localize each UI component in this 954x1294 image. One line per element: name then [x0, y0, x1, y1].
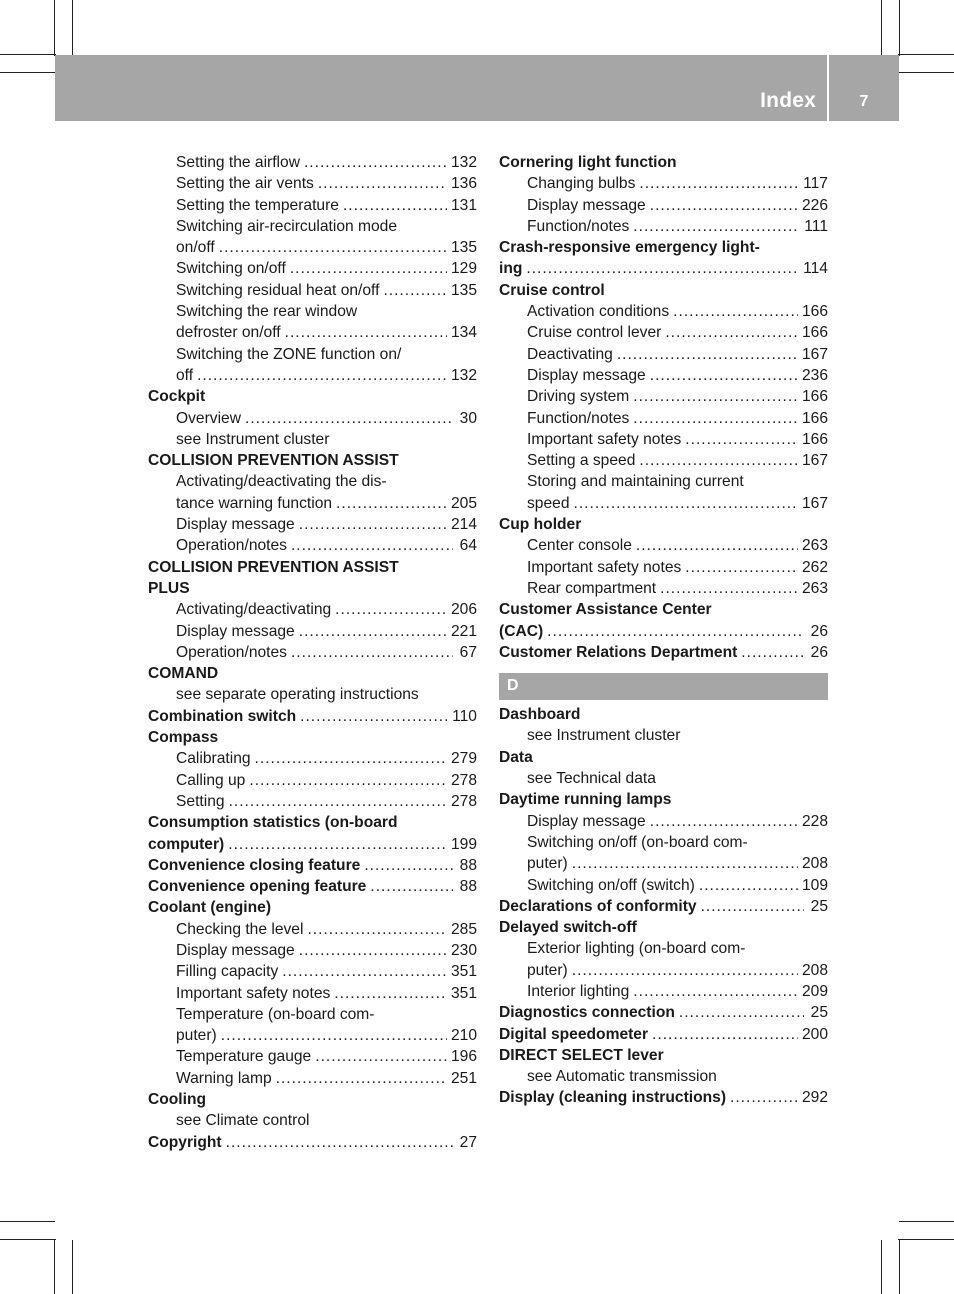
index-subterm: Temperature (on-board com- — [176, 1005, 375, 1023]
entry-term: Filling capacity — [176, 963, 279, 981]
index-entry — [499, 493, 828, 514]
entry-term: Customer Relations Department — [499, 643, 738, 661]
dot-leader — [229, 791, 447, 812]
crop-mark — [72, 0, 73, 55]
entry-page-number: 208 — [801, 961, 828, 979]
entry-term: Copyright — [148, 1133, 222, 1151]
dot-leader — [299, 940, 447, 961]
entry-page-number: 166 — [801, 324, 828, 342]
crop-mark — [0, 72, 55, 73]
entry-page-number: 167 — [801, 452, 828, 470]
index-term: Data — [499, 748, 533, 766]
index-term: Cornering light function — [499, 154, 677, 171]
index-subterm: Exterior lighting (on-board com- — [527, 940, 746, 958]
index-entry — [148, 748, 477, 769]
index-entry — [499, 408, 828, 429]
dot-leader — [335, 599, 447, 620]
dot-leader — [650, 811, 798, 832]
dot-leader — [282, 961, 447, 982]
entry-term: computer) — [148, 835, 225, 853]
entry-term: (CAC) — [499, 622, 544, 640]
section-header: D — [499, 673, 828, 700]
entry-page-number: 88 — [459, 878, 477, 896]
index-entry — [499, 450, 828, 471]
entry-page-number: 26 — [810, 622, 828, 640]
entry-term: Switching on/off (switch) — [527, 876, 695, 894]
entry-page-number: 228 — [801, 812, 828, 830]
index-entry — [499, 1002, 828, 1023]
entry-term: Activating/deactivating — [176, 601, 332, 619]
entry-page-number: 167 — [801, 494, 828, 512]
entry-page-number: 251 — [450, 1069, 477, 1087]
index-entry — [499, 896, 828, 917]
entry-page-number: 111 — [804, 217, 828, 235]
entry-term: Overview — [176, 409, 241, 427]
index-entry — [148, 876, 477, 897]
entry-page-number: 166 — [801, 430, 828, 448]
entry-term: Changing bulbs — [527, 175, 636, 193]
entry-page-number: 221 — [450, 622, 477, 640]
dot-leader — [197, 365, 447, 386]
index-entry — [148, 791, 477, 812]
entry-term: tance warning function — [176, 494, 333, 512]
index-term: Delayed switch-off — [499, 919, 637, 937]
entry-term: puter) — [527, 961, 568, 979]
dot-leader — [660, 578, 798, 599]
index-entry — [148, 961, 477, 982]
entry-page-number: 196 — [450, 1048, 477, 1066]
dot-leader — [255, 748, 447, 769]
entry-term: Display message — [176, 941, 295, 959]
index-entry — [148, 599, 477, 620]
entry-page-number: 25 — [810, 897, 828, 915]
index-subterm: see Technical data — [527, 770, 656, 788]
entry-page-number: 166 — [801, 388, 828, 406]
index-entry — [148, 642, 477, 663]
entry-term: Important safety notes — [176, 984, 331, 1002]
index-term: DIRECT SELECT lever — [499, 1046, 664, 1064]
entry-page-number: 134 — [450, 324, 477, 342]
entry-term: Calling up — [176, 771, 246, 789]
crop-mark — [0, 1239, 56, 1240]
index-entry — [148, 621, 477, 642]
crop-mark — [899, 1239, 900, 1294]
dot-leader — [685, 429, 798, 450]
index-entry — [148, 152, 477, 173]
index-entry — [499, 621, 828, 642]
dot-leader — [334, 983, 447, 1004]
index-subterm: see Climate control — [176, 1112, 310, 1130]
dot-leader — [249, 770, 447, 791]
entry-term: Display message — [176, 622, 295, 640]
entry-page-number: 226 — [801, 196, 828, 214]
index-entry — [499, 875, 828, 896]
entry-term: Display message — [527, 196, 646, 214]
index-entry — [499, 960, 828, 981]
index-subterm: see Instrument cluster — [527, 727, 681, 745]
dot-leader — [639, 450, 798, 471]
entry-term: Interior lighting — [527, 982, 630, 1000]
index-column-left — [148, 152, 477, 1153]
entry-term: Setting the temperature — [176, 196, 339, 214]
dot-leader — [245, 408, 453, 429]
entry-page-number: 278 — [450, 771, 477, 789]
index-entry — [499, 981, 828, 1002]
index-term: Cockpit — [148, 388, 206, 406]
entry-term: Operation/notes — [176, 643, 287, 661]
entry-page-number: 206 — [450, 601, 477, 619]
index-entry — [499, 853, 828, 874]
entry-term: speed — [527, 494, 570, 512]
dot-leader — [299, 514, 447, 535]
crop-mark — [898, 54, 954, 55]
entry-page-number: 88 — [459, 856, 477, 874]
crop-mark — [899, 72, 954, 73]
dot-leader — [633, 408, 798, 429]
dot-leader — [300, 706, 448, 727]
index-term: Daytime running lamps — [499, 791, 672, 809]
entry-page-number: 129 — [450, 260, 477, 278]
dot-leader — [383, 280, 447, 301]
entry-term: Display message — [527, 366, 646, 384]
index-entry — [148, 983, 477, 1004]
entry-page-number: 135 — [450, 239, 477, 257]
entry-term: Display (cleaning instructions) — [499, 1089, 727, 1107]
index-entry — [148, 280, 477, 301]
entry-page-number: 132 — [450, 154, 477, 171]
index-subterm: Switching the rear window — [176, 303, 358, 321]
entry-term: Setting the airflow — [176, 154, 300, 171]
index-entry — [499, 557, 828, 578]
entry-page-number: 109 — [801, 876, 828, 894]
entry-page-number: 117 — [803, 175, 828, 193]
dot-leader — [650, 195, 798, 216]
index-entry — [148, 237, 477, 258]
entry-page-number: 262 — [801, 558, 828, 576]
crop-mark — [54, 0, 55, 56]
entry-page-number: 351 — [450, 963, 477, 981]
index-subterm: Switching on/off (on-board com- — [527, 833, 748, 851]
index-term: COLLISION PREVENTION ASSIST — [148, 452, 399, 470]
dot-leader — [291, 642, 453, 663]
dot-leader — [617, 344, 798, 365]
index-entry — [499, 578, 828, 599]
entry-page-number: 27 — [459, 1133, 477, 1151]
dot-leader — [652, 1024, 798, 1045]
entry-term: off — [176, 366, 194, 384]
crop-mark — [899, 1221, 954, 1222]
crop-mark — [72, 1240, 73, 1294]
dot-leader — [633, 216, 800, 237]
entry-term: Deactivating — [527, 345, 613, 363]
dot-leader — [701, 896, 804, 917]
dot-leader — [304, 152, 447, 173]
entry-term: Important safety notes — [527, 430, 682, 448]
index-entry — [148, 493, 477, 514]
index-entry — [499, 386, 828, 407]
dot-leader — [679, 1002, 804, 1023]
entry-term: Driving system — [527, 388, 630, 406]
index-entry — [148, 514, 477, 535]
index-subterm: Switching the ZONE function on/ — [176, 345, 402, 363]
entry-term: Operation/notes — [176, 537, 287, 555]
crop-mark — [881, 1240, 882, 1294]
entry-page-number: 230 — [450, 941, 477, 959]
index-entry — [148, 1025, 477, 1046]
page-title: Index — [760, 89, 816, 112]
index-entry — [148, 258, 477, 279]
page-number: 7 — [859, 93, 869, 110]
index-term: Compass — [148, 729, 219, 747]
entry-term: Cruise control lever — [527, 324, 662, 342]
entry-term: defroster on/off — [176, 324, 281, 342]
entry-term: puter) — [527, 855, 568, 873]
entry-term: Display message — [176, 516, 295, 534]
index-subterm: Activating/deactivating the dis- — [176, 473, 387, 491]
index-term: COLLISION PREVENTION ASSIST — [148, 558, 399, 576]
entry-page-number: 67 — [459, 643, 477, 661]
index-entry — [148, 919, 477, 940]
index-entry — [499, 216, 828, 237]
index-entry — [148, 408, 477, 429]
entry-term: Combination switch — [148, 707, 297, 725]
entry-page-number: 199 — [450, 835, 477, 853]
index-subterm: Storing and maintaining current — [527, 473, 744, 491]
dot-leader — [665, 322, 798, 343]
entry-page-number: 64 — [459, 537, 477, 555]
dot-leader — [285, 322, 447, 343]
dot-leader — [730, 1087, 798, 1108]
dot-leader — [343, 195, 447, 216]
entry-term: Setting — [176, 792, 225, 810]
entry-term: Warning lamp — [176, 1069, 272, 1087]
entry-term: Temperature gauge — [176, 1048, 312, 1066]
entry-term: Center console — [527, 537, 632, 555]
dot-leader — [299, 621, 447, 642]
entry-term: Calibrating — [176, 750, 251, 768]
dot-leader — [699, 875, 798, 896]
entry-page-number: 278 — [450, 792, 477, 810]
index-entry — [148, 365, 477, 386]
dot-leader — [685, 557, 798, 578]
index-entry — [148, 940, 477, 961]
entry-term: Rear compartment — [527, 579, 657, 597]
entry-page-number: 114 — [803, 260, 828, 278]
entry-term: ing — [499, 260, 523, 278]
index-term: Crash-responsive emergency light- — [499, 239, 760, 257]
entry-term: Declarations of conformity — [499, 897, 697, 915]
entry-page-number: 236 — [801, 366, 828, 384]
entry-page-number: 205 — [450, 494, 477, 512]
entry-term: Convenience closing feature — [148, 856, 361, 874]
index-entry — [148, 1046, 477, 1067]
entry-page-number: 110 — [452, 707, 477, 725]
index-term: COMAND — [148, 665, 219, 683]
index-term: PLUS — [148, 579, 190, 597]
entry-page-number: 166 — [801, 409, 828, 427]
crop-mark — [54, 1239, 55, 1294]
entry-term: Setting a speed — [527, 452, 636, 470]
dot-leader — [574, 493, 798, 514]
index-entry — [148, 834, 477, 855]
dot-leader — [307, 919, 447, 940]
entry-term: puter) — [176, 1027, 217, 1045]
index-entry — [148, 706, 477, 727]
dot-leader — [228, 834, 447, 855]
entry-page-number: 209 — [801, 982, 828, 1000]
entry-page-number: 263 — [801, 537, 828, 555]
crop-mark — [881, 0, 882, 55]
entry-page-number: 26 — [810, 643, 828, 661]
dot-leader — [370, 876, 453, 897]
index-entry — [499, 301, 828, 322]
index-subterm: Switching air-recirculation mode — [176, 217, 398, 235]
index-term: Dashboard — [499, 706, 581, 724]
dot-leader — [276, 1068, 447, 1089]
crop-mark — [899, 0, 900, 56]
entry-page-number: 131 — [450, 196, 477, 214]
entry-term: Function/notes — [527, 217, 630, 235]
entry-term: Setting the air vents — [176, 175, 314, 193]
dot-leader — [633, 981, 798, 1002]
index-entry — [499, 1087, 828, 1108]
dot-leader — [547, 621, 804, 642]
dot-leader — [650, 365, 798, 386]
entry-page-number: 279 — [450, 750, 477, 768]
entry-page-number: 210 — [450, 1027, 477, 1045]
dot-leader — [290, 258, 447, 279]
index-term: Cup holder — [499, 516, 582, 534]
entry-term: on/off — [176, 239, 215, 257]
index-subterm: see separate operating instructions — [176, 686, 419, 704]
index-entry — [148, 855, 477, 876]
index-column-right — [499, 152, 828, 1109]
dot-leader — [639, 173, 799, 194]
dot-leader — [221, 1025, 447, 1046]
crop-mark — [0, 1221, 55, 1222]
dot-leader — [636, 535, 798, 556]
entry-page-number: 285 — [450, 920, 477, 938]
index-entry — [499, 365, 828, 386]
index-entry — [148, 173, 477, 194]
index-term: Customer Assistance Center — [499, 601, 712, 619]
entry-term: Digital speedometer — [499, 1025, 649, 1043]
entry-page-number: 208 — [801, 855, 828, 873]
index-entry — [499, 195, 828, 216]
dot-leader — [673, 301, 798, 322]
entry-page-number: 25 — [810, 1004, 828, 1022]
dot-leader — [741, 642, 804, 663]
index-term: Consumption statistics (on-board — [148, 814, 398, 832]
index-entry — [499, 535, 828, 556]
entry-page-number: 214 — [450, 516, 477, 534]
entry-page-number: 263 — [801, 579, 828, 597]
entry-term: Display message — [527, 812, 646, 830]
index-subterm: see Automatic transmission — [527, 1068, 717, 1086]
dot-leader — [291, 535, 453, 556]
dot-leader — [364, 855, 453, 876]
index-entry — [499, 258, 828, 279]
entry-page-number: 166 — [801, 303, 828, 321]
entry-term: Function/notes — [527, 409, 630, 427]
entry-page-number: 200 — [801, 1025, 828, 1043]
index-entry — [499, 1024, 828, 1045]
dot-leader — [315, 1046, 447, 1067]
dot-leader — [336, 493, 447, 514]
index-entry — [499, 344, 828, 365]
crop-mark — [898, 1239, 954, 1240]
entry-term: Important safety notes — [527, 558, 682, 576]
index-entry — [499, 322, 828, 343]
dot-leader — [318, 173, 447, 194]
index-entry — [148, 195, 477, 216]
dot-leader — [219, 237, 447, 258]
index-entry — [148, 1132, 477, 1153]
dot-leader — [633, 386, 798, 407]
crop-mark — [0, 54, 56, 55]
entry-page-number: 292 — [801, 1089, 828, 1107]
index-entry — [499, 811, 828, 832]
entry-term: Switching residual heat on/off — [176, 281, 380, 299]
entry-term: Checking the level — [176, 920, 304, 938]
entry-page-number: 135 — [450, 281, 477, 299]
dot-leader — [526, 258, 799, 279]
entry-term: Convenience opening feature — [148, 878, 367, 896]
entry-page-number: 167 — [801, 345, 828, 363]
entry-term: Switching on/off — [176, 260, 286, 278]
index-term: Cruise control — [499, 281, 605, 299]
entry-page-number: 136 — [450, 175, 477, 193]
index-term: Coolant (engine) — [148, 899, 272, 917]
index-entry — [499, 642, 828, 663]
entry-page-number: 30 — [459, 409, 477, 427]
dot-leader — [572, 853, 798, 874]
entry-term: Activation conditions — [527, 303, 670, 321]
index-entry — [148, 322, 477, 343]
entry-page-number: 351 — [450, 984, 477, 1002]
index-entry — [148, 535, 477, 556]
dot-leader — [572, 960, 798, 981]
entry-page-number: 132 — [450, 366, 477, 384]
index-entry — [499, 173, 828, 194]
index-term: Cooling — [148, 1091, 207, 1109]
dot-leader — [226, 1132, 453, 1153]
index-subterm: see Instrument cluster — [176, 430, 330, 448]
index-entry — [499, 429, 828, 450]
entry-term: Diagnostics connection — [499, 1004, 675, 1022]
index-entry — [148, 1068, 477, 1089]
index-entry — [148, 770, 477, 791]
